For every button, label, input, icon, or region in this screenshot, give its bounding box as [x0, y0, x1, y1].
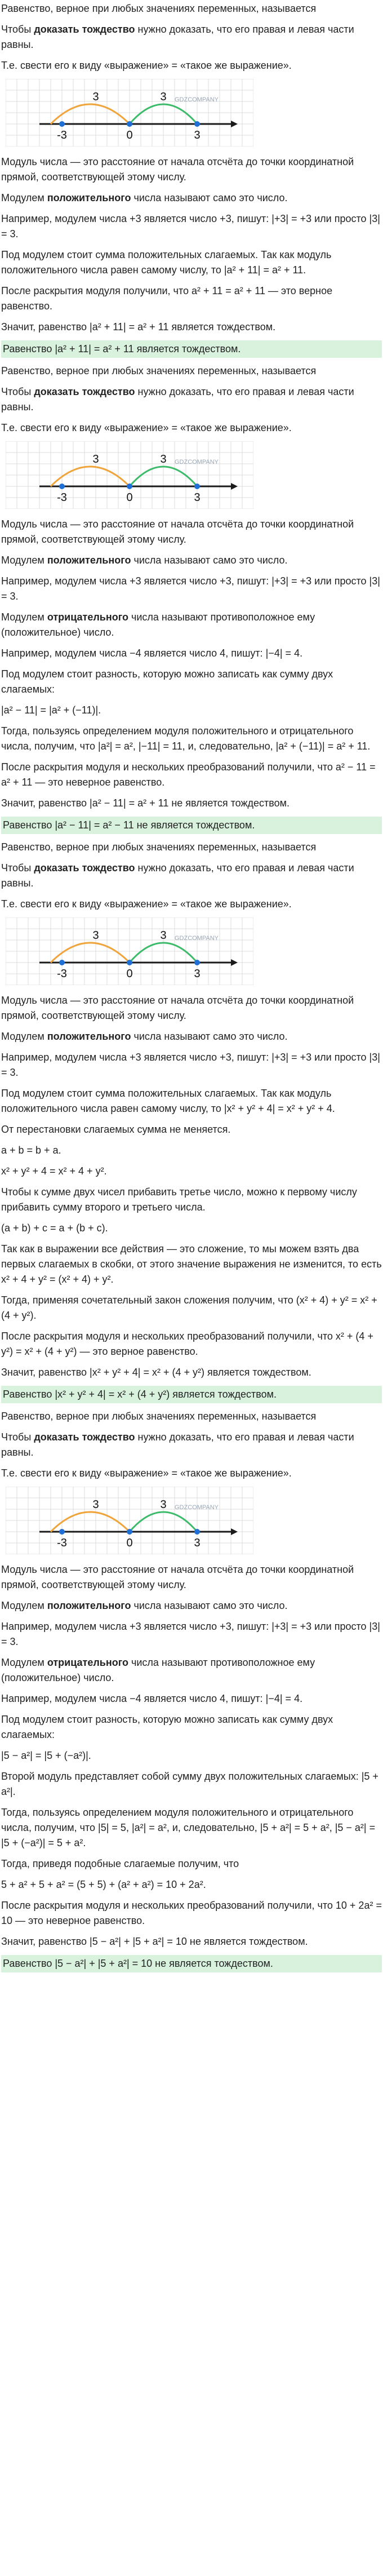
label-right-arc: 3 — [160, 91, 167, 103]
label-right-arc: 3 — [160, 453, 167, 465]
paragraph: |5 − a²| = |5 + (−a²)|. — [1, 1750, 91, 1761]
number-line-figure — [6, 917, 253, 985]
label-zero: 0 — [126, 1537, 133, 1549]
paragraph: Значит, равенство |x² + y² + 4| = x² + (4 + y²) является тождеством. — [1, 1367, 311, 1378]
paragraph: Тогда, пользуясь определением модуля положительного и отрицательного числа, получим, что |5| = 5, |a²| = a², и, следовательно, |5 + a²| = 5 + a², |5 − a²| = |5 + (−a²)| = 5 + a². — [1, 1807, 376, 1848]
paragraph-text: Чтобы — [1, 862, 34, 874]
paragraph: Под модулем стоит разность, которую можно записать как сумму двух слагаемых: — [1, 668, 333, 695]
number-line-figure — [6, 1487, 253, 1554]
paragraph: Например, модулем числа +3 является число +3, пишут: |+3| = +3 или просто |3| = 3. — [1, 1621, 380, 1647]
paragraph: Модуль числа — это расстояние от начала отсчёта до точки координатной прямой, соответствующей этому числу. — [1, 156, 354, 183]
paragraph: После раскрытия модуля и нескольких преобразований получили, что 10 + 2a² = 10 — это неверное равенство. — [1, 1900, 382, 1926]
paragraph: Равенство, верное при любых значениях переменных, называется — [1, 3, 317, 14]
watermark-text: GDZCOMPANY — [175, 1504, 219, 1511]
point-minus-three — [59, 121, 65, 127]
paragraph-bold-term: доказать тождество — [34, 1431, 135, 1443]
paragraph — [1, 861, 382, 891]
number-line-figure — [6, 441, 253, 509]
paragraph-bold-term: доказать тождество — [34, 862, 135, 874]
paragraph: Равенство, верное при любых значениях переменных, называется — [1, 365, 317, 376]
paragraph-bold-term: положительного — [47, 555, 131, 566]
paragraph-text: Чтобы — [1, 24, 34, 35]
paragraph: Второй модуль представляет собой сумму двух положительных слагаемых: |5 + a²|. — [1, 1771, 378, 1797]
paragraph: Так как в выражении все действия — это сложение, то мы можем взять два первых слагаемых в скобки, от этого значение выражения не изменится, то есть x² + 4 + y² = (x² + 4) + y². — [1, 1243, 382, 1285]
paragraph-bold-term: положительного — [47, 1600, 131, 1611]
number-line-figure — [6, 79, 253, 147]
axis-arrow-icon — [231, 121, 238, 127]
paragraph: Модуль числа — это расстояние от начала отсчёта до точки координатной прямой, соответствующей этому числу. — [1, 518, 354, 545]
paragraph-text: числа называют само это число. — [131, 1600, 288, 1611]
answer-highlight: Равенство |5 − a²| + |5 + a²| = 10 не является тождеством. — [1, 1955, 382, 1972]
paragraph — [1, 384, 382, 415]
label-left-arc: 3 — [92, 91, 99, 103]
paragraph: Т.е. свести его к виду «выражение» = «такое же выражение». — [1, 422, 292, 433]
point-plus-three — [194, 484, 200, 489]
number-line-figure-wrapper — [6, 441, 382, 509]
paragraph — [1, 610, 382, 640]
paragraph-text: числа называют само это число. — [131, 1031, 288, 1042]
label-zero: 0 — [126, 491, 133, 504]
paragraph-text: числа называют противоположное ему (положительное) число. — [1, 611, 315, 638]
arc-left — [51, 1512, 130, 1532]
paragraph: Под модулем стоит сумма положительных слагаемых. Так как модуль положительного числа равен самому числу, то |x² + y² + 4| = x² + y² + 4. — [1, 1088, 335, 1114]
point-plus-three — [194, 121, 200, 127]
number-line-figure-wrapper — [6, 1487, 382, 1554]
paragraph — [1, 22, 382, 52]
paragraph-bold-term: отрицательного — [47, 1657, 128, 1668]
paragraph: 5 + a² + 5 + a² = (5 + 5) + (a² + a²) = 10 + 2a². — [1, 1879, 206, 1890]
paragraph-bold-term: отрицательного — [47, 611, 128, 623]
label-right-arc: 3 — [160, 929, 167, 942]
point-zero — [127, 484, 132, 489]
paragraph-text: числа называют противоположное ему (положительное) число. — [1, 1657, 315, 1683]
paragraph-text: Модулем — [1, 555, 47, 566]
paragraph: Значит, равенство |5 − a²| + |5 + a²| = 10 не является тождеством. — [1, 1936, 308, 1947]
paragraph — [1, 1598, 382, 1613]
paragraph-text: нужно доказать, что его правая и левая части равны. — [1, 862, 354, 889]
answer-highlight: Равенство |a² + 11| = a² + 11 является тождеством. — [1, 340, 382, 358]
axis-arrow-icon — [231, 959, 238, 966]
paragraph: Равенство, верное при любых значениях переменных, называется — [1, 1411, 317, 1422]
paragraph: Например, модулем числа +3 является число +3, пишут: |+3| = +3 или просто |3| = 3. — [1, 575, 380, 602]
label-right-arc: 3 — [160, 1498, 167, 1511]
point-zero — [127, 121, 132, 127]
paragraph: После раскрытия модуля и нескольких преобразований получили, что a² − 11 = a² + 11 — это неверное равенство. — [1, 761, 376, 788]
point-minus-three — [59, 484, 65, 489]
label-right-number: 3 — [194, 1537, 201, 1549]
label-left-arc: 3 — [92, 1498, 99, 1511]
point-zero — [127, 1529, 132, 1535]
paragraph: Т.е. свести его к виду «выражение» = «такое же выражение». — [1, 1467, 292, 1479]
paragraph-bold-term: положительного — [47, 1031, 131, 1042]
paragraph: Например, модулем числа −4 является число 4, пишут: |−4| = 4. — [1, 648, 303, 659]
paragraph-text: нужно доказать, что его правая и левая части равны. — [1, 386, 354, 413]
paragraph: После раскрытия модуля и нескольких преобразований получили, что x² + (4 + y²) = x² + (4 + y²) — это верное равенство. — [1, 1331, 373, 1357]
paragraph: Значит, равенство |a² − 11| = a² + 11 не является тождеством. — [1, 797, 290, 809]
point-minus-three — [59, 960, 65, 965]
paragraph-text: нужно доказать, что его правая и левая части равны. — [1, 24, 354, 50]
point-plus-three — [194, 960, 200, 965]
paragraph-text: числа называют само это число. — [131, 555, 288, 566]
paragraph: (a + b) + c = a + (b + c). — [1, 1222, 108, 1234]
label-left-number: -3 — [57, 491, 67, 504]
number-line-figure-wrapper — [6, 79, 382, 147]
label-left-number: -3 — [57, 968, 67, 980]
paragraph: Например, модулем числа +3 является число +3, пишут: |+3| = +3 или просто |3| = 3. — [1, 1052, 380, 1078]
paragraph: Например, модулем числа −4 является число 4, пишут: |−4| = 4. — [1, 1693, 303, 1704]
label-left-arc: 3 — [92, 453, 99, 465]
paragraph: Например, модулем числа +3 является число +3, пишут: |+3| = +3 или просто |3| = 3. — [1, 213, 380, 240]
point-plus-three — [194, 1529, 200, 1535]
paragraph: Модуль числа — это расстояние от начала отсчёта до точки координатной прямой, соответствующей этому числу. — [1, 995, 354, 1021]
label-right-number: 3 — [194, 968, 201, 980]
paragraph-bold-term: доказать тождество — [34, 24, 135, 35]
watermark-text: GDZCOMPANY — [175, 96, 219, 103]
paragraph — [1, 190, 382, 206]
paragraph: Равенство, верное при любых значениях переменных, называется — [1, 841, 317, 853]
paragraph-text: нужно доказать, что его правая и левая части равны. — [1, 1431, 354, 1458]
paragraph: Тогда, применяя сочетательный закон сложения получим, что (x² + 4) + y² = x² + (4 + y²). — [1, 1294, 377, 1321]
answer-highlight: Равенство |x² + y² + 4| = x² + (4 + y²) является тождеством. — [1, 1386, 382, 1403]
axis-arrow-icon — [231, 1528, 238, 1535]
paragraph-text: Модулем — [1, 1657, 47, 1668]
label-right-number: 3 — [194, 491, 201, 504]
paragraph — [1, 1029, 382, 1044]
paragraph: Т.е. свести его к виду «выражение» = «такое же выражение». — [1, 898, 292, 910]
paragraph-text: Модулем — [1, 1031, 47, 1042]
paragraph-bold-term: доказать тождество — [34, 386, 135, 397]
label-left-number: -3 — [57, 1537, 67, 1549]
paragraph-text: Модулем — [1, 192, 47, 203]
label-right-number: 3 — [194, 129, 201, 141]
point-minus-three — [59, 1529, 65, 1535]
paragraph: Тогда, пользуясь определением модуля положительного и отрицательного числа, получим, что |a²| = a², |−11| = 11, и, следовательно, |a² + (−11)| = a² + 11. — [1, 725, 371, 752]
arc-left — [51, 467, 130, 486]
paragraph-bold-term: положительного — [47, 192, 131, 203]
paragraph: Т.е. свести его к виду «выражение» = «такое же выражение». — [1, 60, 292, 71]
paragraph-text: числа называют само это число. — [131, 192, 288, 203]
paragraph-text: Модулем — [1, 611, 47, 623]
answer-highlight: Равенство |a² − 11| = a² − 11 не является тождеством. — [1, 817, 382, 834]
label-left-number: -3 — [57, 129, 67, 141]
arc-left — [51, 104, 130, 124]
paragraph: Тогда, приведя подобные слагаемые получим, что — [1, 1858, 239, 1869]
paragraph — [1, 553, 382, 568]
label-left-arc: 3 — [92, 929, 99, 942]
paragraph: Чтобы к сумме двух чисел прибавить третье число, можно к первому числу прибавить сумму второго и третьего числа. — [1, 1186, 357, 1213]
paragraph: Значит, равенство |a² + 11| = a² + 11 является тождеством. — [1, 321, 276, 332]
watermark-text: GDZCOMPANY — [175, 459, 219, 465]
paragraph: Под модулем стоит сумма положительных слагаемых. Так как модуль положительного числа равен самому числу, то |a² + 11| = a² + 11. — [1, 249, 332, 276]
paragraph: После раскрытия модуля получили, что a² + 11 = a² + 11 — это верное равенство. — [1, 285, 333, 312]
paragraph: x² + y² + 4 = x² + 4 + y². — [1, 1165, 107, 1177]
arc-left — [51, 943, 130, 963]
watermark-text: GDZCOMPANY — [175, 935, 219, 942]
paragraph-text: Чтобы — [1, 1431, 34, 1443]
paragraph — [1, 1430, 382, 1460]
axis-arrow-icon — [231, 483, 238, 490]
paragraph: От перестановки слагаемых сумма не меняется. — [1, 1124, 231, 1135]
paragraph-text: Модулем — [1, 1600, 47, 1611]
label-zero: 0 — [126, 129, 133, 141]
paragraph-text: Чтобы — [1, 386, 34, 397]
paragraph: Под модулем стоит разность, которую можно записать как сумму двух слагаемых: — [1, 1714, 333, 1740]
paragraph — [1, 1655, 382, 1686]
label-zero: 0 — [126, 968, 133, 980]
paragraph: a + b = b + a. — [1, 1145, 61, 1156]
number-line-figure-wrapper — [6, 917, 382, 985]
paragraph: |a² − 11| = |a² + (−11)|. — [1, 704, 101, 716]
point-zero — [127, 960, 132, 965]
paragraph: Модуль числа — это расстояние от начала отсчёта до точки координатной прямой, соответствующей этому числу. — [1, 1564, 354, 1590]
